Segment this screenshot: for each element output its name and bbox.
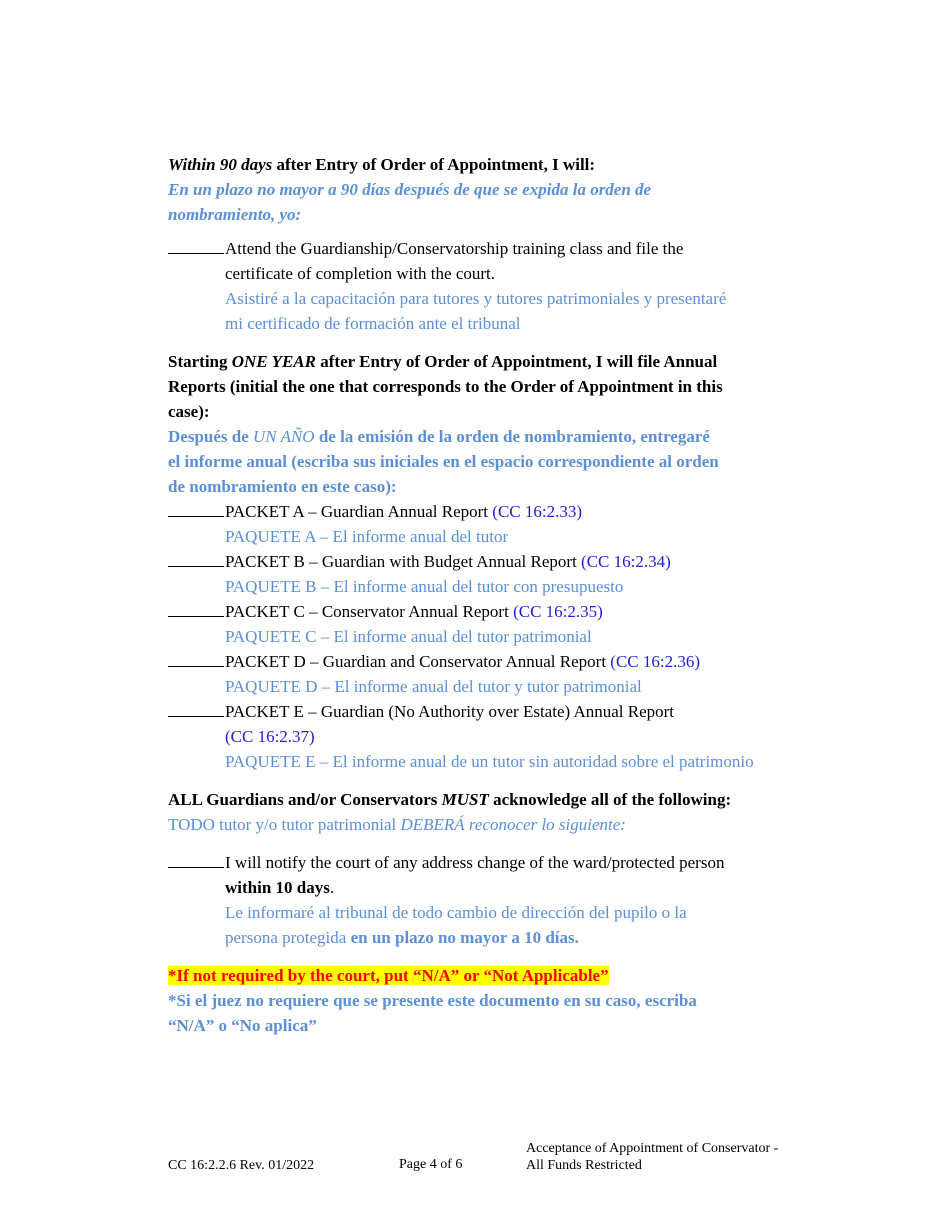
initial-blank-packet-a[interactable] xyxy=(168,499,224,517)
address-change-es-pre: persona protegida xyxy=(225,928,351,947)
packet-c xyxy=(168,599,808,624)
section3-heading-es xyxy=(168,812,808,837)
section3-es-emphasis: DEBERÁ reconocer lo siguiente: xyxy=(400,815,626,834)
section1-heading-es-2: nombramiento, yo: xyxy=(168,205,302,224)
packet-a-label: PACKET A – Guardian Annual Report xyxy=(225,502,493,521)
section1-heading-text: after Entry of Order of Appointment, I will: xyxy=(272,155,596,174)
packet-a-es: PAQUETE A – El informe anual del tutor xyxy=(225,527,509,546)
section3-heading-emphasis: MUST xyxy=(441,790,489,809)
packet-e xyxy=(168,699,808,724)
footer-title-line2: All Funds Restricted xyxy=(526,1158,642,1173)
packet-d-label: PACKET D – Guardian and Conservator Annual Report xyxy=(225,652,611,671)
packet-b-ref: (CC 16:2.34) xyxy=(581,552,671,571)
initial-blank-packet-d[interactable] xyxy=(168,649,224,667)
footer-form-id: CC 16:2.2.6 Rev. 01/2022 xyxy=(168,1158,315,1173)
address-change-es-deadline: en un plazo no mayor a 10 días. xyxy=(350,928,579,947)
section1-heading-es-1: En un plazo no mayor a 90 días después de que se expida la orden de xyxy=(168,180,652,199)
section2-heading-line2: Reports (initial the one that corresponds to the Order of Appointment in this xyxy=(168,377,723,396)
section2-heading-pre: Starting xyxy=(168,352,232,371)
address-change-es-2 xyxy=(168,925,808,950)
address-change-deadline: within 10 days xyxy=(225,878,330,897)
section3-heading-rest: acknowledge all of the following: xyxy=(488,790,732,809)
section2-heading-es-line3: de nombramiento en este caso): xyxy=(168,477,397,496)
training-item-es-1: Asistiré a la capacitación para tutores y tutores patrimoniales y presentaré xyxy=(225,289,727,308)
address-change-period: . xyxy=(329,878,335,897)
packet-b xyxy=(168,549,808,574)
section2-heading-line3: case): xyxy=(168,402,210,421)
section1-heading xyxy=(168,152,808,177)
section1-heading-emphasis: Within 90 days xyxy=(168,155,273,174)
section2-heading xyxy=(168,349,808,374)
address-change-line2 xyxy=(168,875,808,900)
initial-blank-packet-b[interactable] xyxy=(168,549,224,567)
footer-title-line1: Acceptance of Appointment of Conservator - xyxy=(526,1141,779,1156)
initial-blank-address-change[interactable] xyxy=(168,850,224,868)
packet-d-es: PAQUETE D – El informe anual del tutor y tutor patrimonial xyxy=(225,677,642,696)
initial-blank-training[interactable] xyxy=(168,236,224,254)
packet-e-ref: (CC 16:2.37) xyxy=(225,727,315,746)
section2-es-pre: Después de xyxy=(168,427,254,446)
not-applicable-highlight: *If not required by the court, put “N/A” or “Not Applicable” xyxy=(168,966,609,985)
section3-es-pre: TODO tutor y/o tutor patrimonial xyxy=(168,815,401,834)
initial-blank-packet-e[interactable] xyxy=(168,699,224,717)
packet-e-label: PACKET E – Guardian (No Authority over Estate) Annual Report xyxy=(225,702,675,721)
address-change-text: I will notify the court of any address change of the ward/protected person xyxy=(225,853,725,872)
section3-heading xyxy=(168,787,808,812)
packet-a-ref: (CC 16:2.33) xyxy=(492,502,583,521)
initial-blank-packet-c[interactable] xyxy=(168,599,224,617)
packet-b-label: PACKET B – Guardian with Budget Annual Report xyxy=(225,552,582,571)
not-applicable-note xyxy=(168,963,808,988)
footer-page-number: Page 4 of 6 xyxy=(399,1157,463,1172)
packet-d xyxy=(168,649,808,674)
packet-a xyxy=(168,499,808,524)
training-item-es-2: mi certificado de formación ante el tribunal xyxy=(225,314,521,333)
training-item xyxy=(168,236,808,261)
packet-c-es: PAQUETE C – El informe anual del tutor patrimonial xyxy=(225,627,592,646)
address-change-es-1: Le informaré al tribunal de todo cambio de dirección del pupilo o la xyxy=(225,903,687,922)
section2-heading-es-line2: el informe anual (escriba sus iniciales en el espacio correspondiente al orden xyxy=(168,452,719,471)
footer-title xyxy=(526,1140,778,1174)
packet-e-es: PAQUETE E – El informe anual de un tutor sin autoridad sobre el patrimonio xyxy=(225,752,754,771)
address-change-item xyxy=(168,850,808,875)
packet-c-label: PACKET C – Conservator Annual Report xyxy=(225,602,514,621)
packet-b-es: PAQUETE B – El informe anual del tutor con presupuesto xyxy=(225,577,624,596)
section2-es-rest: de la emisión de la orden de nombramiento, entregaré xyxy=(314,427,710,446)
section3-heading-pre: ALL Guardians and/or Conservators xyxy=(168,790,442,809)
packet-c-ref: (CC 16:2.35) xyxy=(513,602,603,621)
section2-heading-es xyxy=(168,424,808,449)
section2-heading-rest: after Entry of Order of Appointment, I will file Annual xyxy=(316,352,718,371)
packet-d-ref: (CC 16:2.36) xyxy=(610,652,701,671)
training-item-line2: certificate of completion with the court. xyxy=(225,264,496,283)
section2-heading-emphasis: ONE YEAR xyxy=(231,352,316,371)
not-applicable-note-es-1: *Si el juez no requiere que se presente este documento en su caso, escriba xyxy=(168,991,697,1010)
not-applicable-note-es-2: “N/A” o “No aplica” xyxy=(168,1016,317,1035)
document-body xyxy=(168,152,808,1038)
training-item-text: Attend the Guardianship/Conservatorship training class and file the xyxy=(225,239,684,258)
section2-es-emphasis: UN AÑO xyxy=(253,427,315,446)
